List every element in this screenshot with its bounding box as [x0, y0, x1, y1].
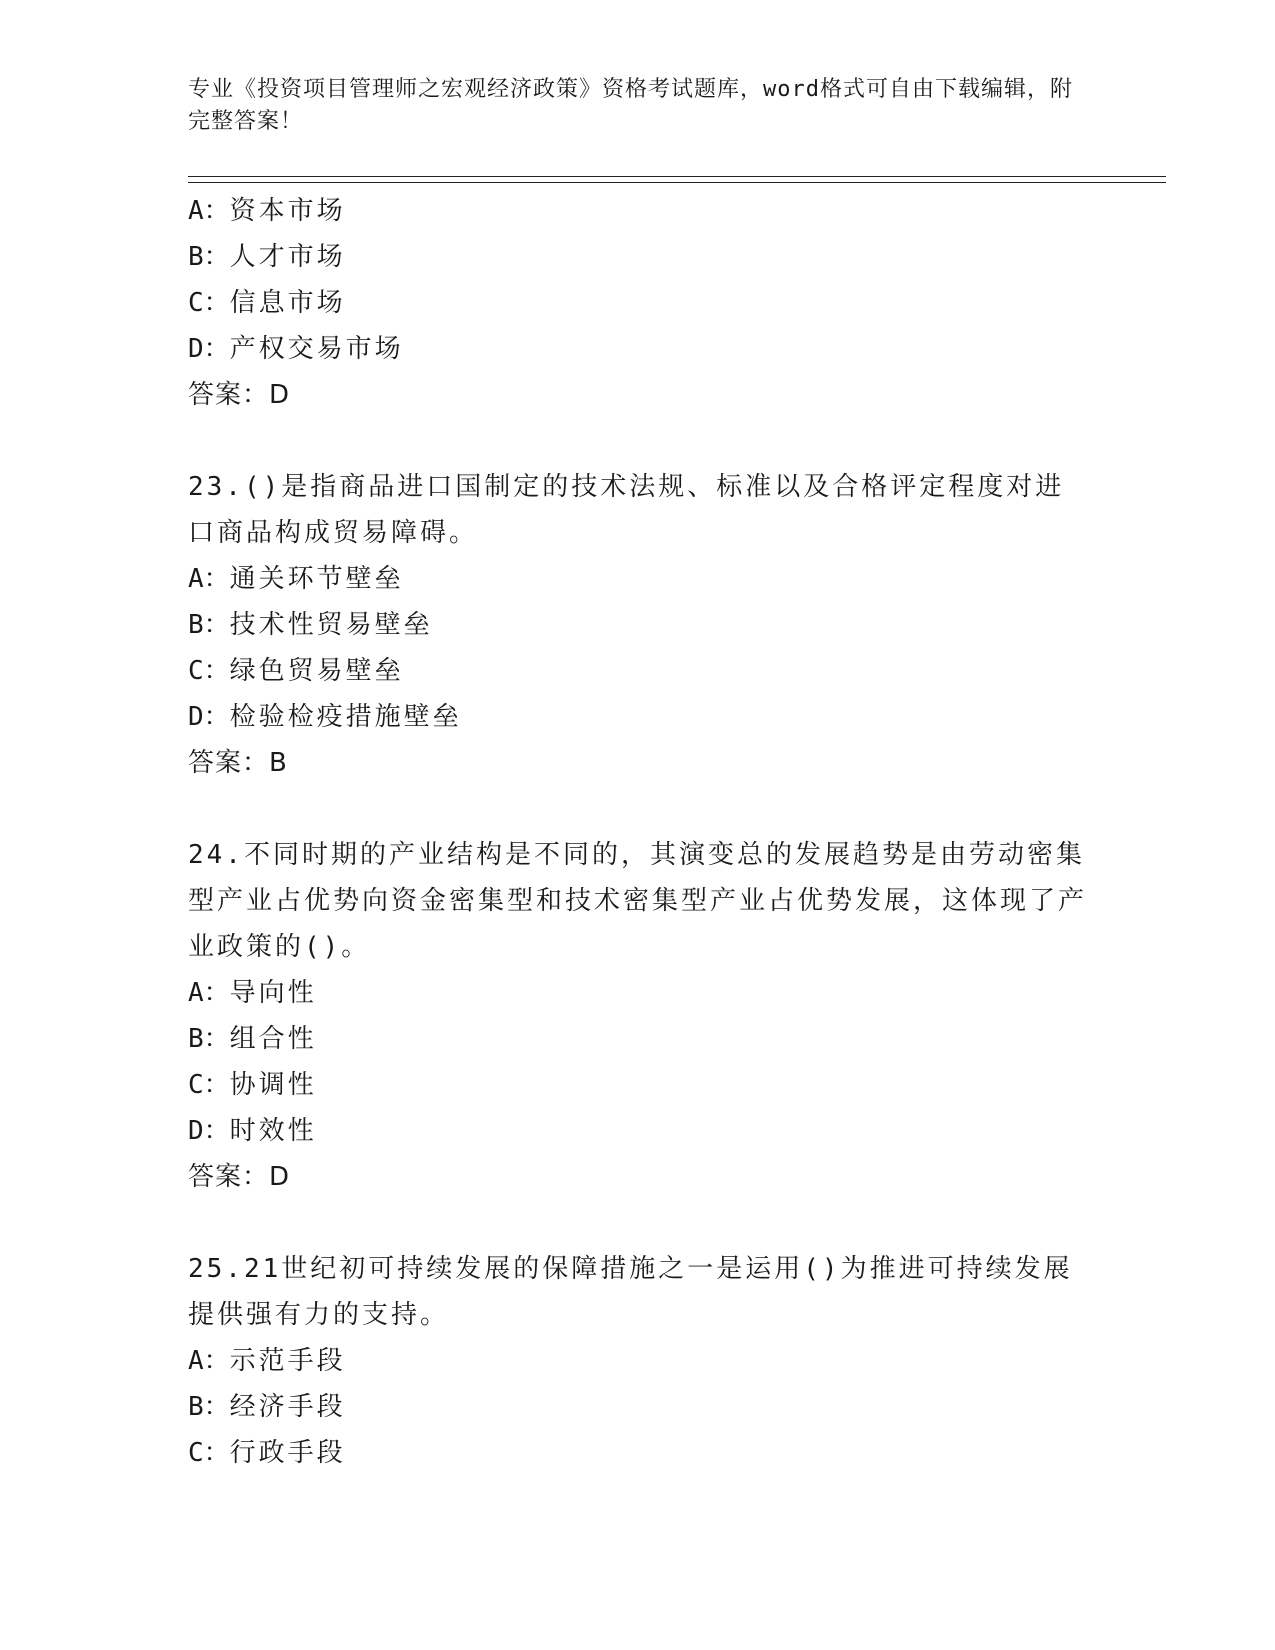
question-block: [188, 188, 1088, 418]
option-text: 经济手段: [229, 1392, 346, 1422]
header-rule-bottom: [188, 182, 1166, 183]
question-block: [188, 1246, 1088, 1476]
option-text: 导向性: [229, 978, 317, 1008]
question-block: [188, 464, 1088, 786]
option-text: 资本市场: [229, 196, 346, 226]
option-text: 时效性: [229, 1116, 317, 1146]
option-text: 技术性贸易壁垒: [229, 610, 433, 640]
option-text: 组合性: [229, 1024, 317, 1054]
question-stem: 23.()是指商品进口国制定的技术法规、标准以及合格评定程度对进口商品构成贸易障碍。: [188, 472, 1065, 548]
option-b: [188, 1016, 1088, 1062]
option-d: [188, 1108, 1088, 1154]
option-letter: B：: [188, 610, 230, 640]
question-stem: 24.不同时期的产业结构是不同的，其演变总的发展趋势是由劳动密集型产业占优势向资金密集型和技术密集型产业占优势发展，这体现了产业政策的()。: [188, 840, 1088, 962]
spacer: [188, 786, 1088, 832]
document-header: 专业《投资项目管理师之宏观经济政策》资格考试题库，word格式可自由下载编辑，附完整答案！: [188, 77, 1073, 134]
answer-line: 答案：D: [188, 1162, 291, 1192]
option-letter: D：: [188, 702, 230, 732]
option-text: 产权交易市场: [229, 334, 404, 364]
option-letter: C：: [188, 1070, 230, 1100]
question-block: [188, 832, 1088, 1200]
option-c: [188, 1430, 1088, 1476]
option-letter: A：: [188, 1346, 230, 1376]
option-text: 行政手段: [229, 1438, 346, 1468]
option-d: [188, 694, 1088, 740]
answer-line: 答案：B: [188, 748, 288, 778]
option-a: [188, 188, 1088, 234]
option-text: 信息市场: [229, 288, 346, 318]
question-stem: 25.21世纪初可持续发展的保障措施之一是运用()为推进可持续发展提供强有力的支持。: [188, 1254, 1073, 1330]
option-letter: C：: [188, 1438, 230, 1468]
option-text: 示范手段: [229, 1346, 346, 1376]
header-rule-top: [188, 176, 1166, 177]
option-letter: B：: [188, 1392, 230, 1422]
option-letter: A：: [188, 564, 230, 594]
option-text: 人才市场: [229, 242, 346, 272]
answer-line: 答案：D: [188, 380, 291, 410]
option-letter: D：: [188, 334, 230, 364]
option-text: 检验检疫措施壁垒: [229, 702, 462, 732]
option-letter: C：: [188, 656, 230, 686]
option-b: [188, 234, 1088, 280]
option-text: 协调性: [229, 1070, 317, 1100]
option-b: [188, 602, 1088, 648]
option-d: [188, 326, 1088, 372]
spacer: [188, 1200, 1088, 1246]
option-c: [188, 648, 1088, 694]
option-text: 通关环节壁垒: [229, 564, 404, 594]
option-letter: B：: [188, 242, 230, 272]
option-b: [188, 1384, 1088, 1430]
option-letter: A：: [188, 978, 230, 1008]
option-letter: B：: [188, 1024, 230, 1054]
option-letter: D：: [188, 1116, 230, 1146]
spacer: [188, 418, 1088, 464]
option-letter: A：: [188, 196, 230, 226]
option-a: [188, 970, 1088, 1016]
option-text: 绿色贸易壁垒: [229, 656, 404, 686]
option-a: [188, 556, 1088, 602]
option-c: [188, 1062, 1088, 1108]
option-a: [188, 1338, 1088, 1384]
option-letter: C：: [188, 288, 230, 318]
option-c: [188, 280, 1088, 326]
question-list: [188, 188, 1088, 1476]
